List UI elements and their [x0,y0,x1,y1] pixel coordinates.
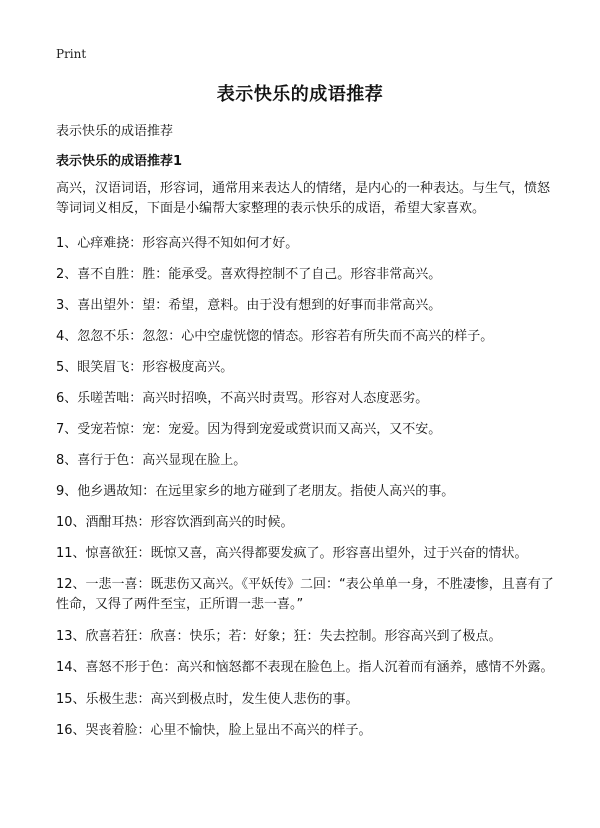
list-item: 6、乐嗟苦咄：高兴时招唤，不高兴时责骂。形容对人态度恶劣。 [56,391,429,406]
list-item: 16、哭丧着脸：心里不愉快，脸上显出不高兴的样子。 [56,723,372,738]
idiom-list [56,234,556,752]
list-item: 7、受宠若惊：宠：宠爱。因为得到宠爱或赏识而又高兴，又不安。 [56,422,442,437]
list-item: 15、乐极生悲：高兴到极点时，发生使人悲伤的事。 [56,692,359,707]
section-heading: 表示快乐的成语推荐1 [56,154,183,169]
list-item: 9、他乡遇故知：在远里家乡的地方碰到了老朋友。指使人高兴的事。 [56,484,455,499]
page-title: 表示快乐的成语推荐 [216,84,384,105]
list-item: 4、忽忽不乐：忽忽：心中空虚恍惚的情态。形容若有所失而不高兴的样子。 [56,329,494,344]
list-item: 5、眼笑眉飞：形容极度高兴。 [56,360,234,375]
print-link[interactable]: Print [56,47,87,61]
list-item: 14、喜怒不形于色：高兴和恼怒都不表现在脸色上。指人沉着而有涵养，感情不外露。 [56,660,554,675]
list-item: 1、心痒难挠：形容高兴得不知如何才好。 [56,236,299,251]
list-item: 12、一悲一喜：既悲伤又高兴。《平妖传》二回：“表公单单一身，不胜凄惨，且喜有了性命，又得了两件至宝，正所谓一悲一喜。” [56,577,554,612]
document-subtitle: 表示快乐的成语推荐 [56,124,174,139]
list-item: 3、喜出望外：望：希望，意料。由于没有想到的好事而非常高兴。 [56,298,442,313]
list-item: 2、喜不自胜：胜：能承受。喜欢得控制不了自己。形容非常高兴。 [56,267,442,282]
list-item: 11、惊喜欲狂：既惊又喜，高兴得都要发疯了。形容喜出望外，过于兴奋的情状。 [56,546,528,561]
list-item: 8、喜行于色：高兴显现在脸上。 [56,453,247,468]
list-item: 13、欣喜若狂：欣喜：快乐；若：好象；狂：失去控制。形容高兴到了极点。 [56,629,502,644]
intro-paragraph: 高兴，汉语词语，形容词，通常用来表达人的情绪，是内心的一种表达。与生气，愤怒等词词义相反，下面是小编帮大家整理的表示快乐的成语，希望大家喜欢。 [56,181,551,216]
list-item: 10、酒酣耳热：形容饮酒到高兴的时候。 [56,515,294,530]
